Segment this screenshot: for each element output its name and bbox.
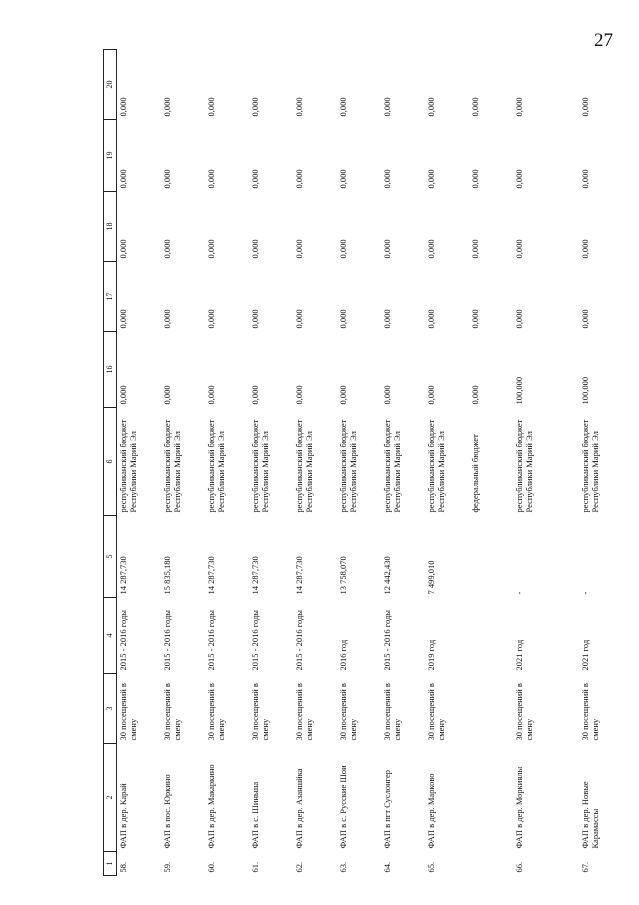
table-row [205, 50, 249, 876]
value-col-17: 0,000 [470, 309, 480, 329]
value-col-18: 0,000 [382, 239, 392, 259]
value-col-19: 0,000 [580, 169, 590, 189]
estimated-cost: - [580, 591, 590, 595]
value-col-16: 0,000 [382, 385, 392, 405]
facility-capacity: 30 посещений в смену [338, 683, 358, 741]
row-number: 59. [162, 861, 172, 873]
value-col-19: 0,000 [118, 169, 128, 189]
value-col-20: 0,000 [250, 97, 260, 117]
column-header: 6 [104, 408, 117, 516]
row-number: 67. [580, 861, 590, 873]
value-col-18: 0,000 [162, 239, 172, 259]
funding-source: республиканский бюджет Республики Марий Эл [382, 419, 402, 513]
estimated-cost [469, 516, 513, 598]
column-header: 2 [104, 744, 117, 852]
value-col-17: 0,000 [514, 309, 524, 329]
value-col-20: 0,000 [162, 97, 172, 117]
estimated-cost: - [514, 591, 524, 595]
value-col-17: 0,000 [118, 309, 128, 329]
funding-source: республиканский бюджет Республики Марий Эл [426, 419, 446, 513]
table-row [381, 50, 425, 876]
facility-name: ФАП в дер. Марково [426, 773, 436, 849]
facility-name: ФАП в с. Шиньша [250, 781, 260, 849]
value-col-19: 0,000 [514, 169, 524, 189]
value-col-19: 0,000 [206, 169, 216, 189]
estimated-cost: 14 287,730 [294, 556, 304, 595]
column-header: 16 [104, 332, 117, 408]
column-header: 1 [104, 852, 117, 876]
table-row [337, 50, 381, 876]
facilities-table [103, 49, 639, 876]
value-col-19: 0,000 [338, 169, 348, 189]
estimated-cost: 14 287,730 [250, 556, 260, 595]
column-header: 17 [104, 262, 117, 332]
funding-source: республиканский бюджет Республики Марий Эл [580, 419, 600, 513]
row-number: 60. [206, 861, 216, 873]
value-col-16: 0,000 [470, 385, 480, 405]
rotated-table-sheet [103, 50, 600, 876]
value-col-20: 0,000 [426, 97, 436, 117]
value-col-18: 0,000 [514, 239, 524, 259]
table-row [425, 50, 469, 876]
value-col-17: 0,000 [382, 309, 392, 329]
construction-period: 2021 год [580, 639, 590, 671]
construction-period: 2021 год [514, 639, 524, 671]
facility-capacity: 30 посещений в смену [250, 683, 270, 741]
facility-capacity: 30 посещений в смену [294, 683, 314, 741]
value-col-20: 0,000 [580, 97, 590, 117]
facility-name: ФАП в дер. Макаркино [206, 764, 216, 849]
row-number: 63. [338, 861, 348, 873]
row-number: 66. [514, 861, 524, 873]
value-col-18: 0,000 [580, 239, 590, 259]
column-header: 3 [104, 674, 117, 744]
value-col-17: 0,000 [580, 309, 590, 329]
construction-period: 2015 - 2016 годы [382, 609, 392, 671]
facility-capacity: 30 посещений в смену [382, 683, 402, 741]
value-col-19: 0,000 [294, 169, 304, 189]
funding-source: республиканский бюджет Республики Марий Эл [514, 419, 534, 513]
table-header-row [104, 50, 117, 876]
construction-period: 2015 - 2016 годы [118, 609, 128, 671]
facility-capacity: 30 посещений в смену [426, 683, 446, 741]
value-col-18: 0,000 [206, 239, 216, 259]
value-col-18: 0,000 [294, 239, 304, 259]
estimated-cost: 7 499,010 [426, 560, 436, 595]
value-col-16: 0,000 [426, 385, 436, 405]
value-col-18: 0,000 [250, 239, 260, 259]
value-col-18: 0,000 [118, 239, 128, 259]
construction-period: 2015 - 2016 годы [162, 609, 172, 671]
row-number: 64. [382, 861, 392, 873]
facility-name: ФАП в дер. Карай [118, 783, 128, 849]
construction-period: 2015 - 2016 годы [250, 609, 260, 671]
value-col-17: 0,000 [250, 309, 260, 329]
table-body [117, 50, 639, 876]
facility-name: ФАП в дер. Азаншйка [294, 768, 304, 849]
facility-capacity [469, 674, 513, 744]
row-number: 58. [118, 861, 128, 873]
estimated-cost: 14 287,730 [206, 556, 216, 595]
column-header: 20 [104, 50, 117, 120]
value-col-18: 0,000 [470, 239, 480, 259]
value-col-17: 0,000 [426, 309, 436, 329]
value-col-16: 100,000 [580, 376, 590, 405]
table-row [117, 50, 162, 876]
table-row [293, 50, 337, 876]
facility-capacity: 30 посещений в смену [118, 683, 138, 741]
value-col-16: 100,000 [514, 376, 524, 405]
facility-name [469, 744, 513, 852]
value-col-20: 0,000 [294, 97, 304, 117]
facility-name: ФАП в с. Русские Шои [338, 765, 348, 849]
row-number: 61. [250, 861, 260, 873]
value-col-20: 0,000 [470, 97, 480, 117]
table-row [161, 50, 205, 876]
value-col-20: 0,000 [118, 97, 128, 117]
construction-period [469, 598, 513, 674]
facility-name: ФАП в пос. Юркино [162, 774, 172, 849]
value-col-17: 0,000 [206, 309, 216, 329]
facility-name: ФАП в пгт Суслонгер [382, 769, 392, 849]
value-col-17: 0,000 [338, 309, 348, 329]
funding-source: республиканский бюджет Республики Марий Эл [294, 419, 314, 513]
column-header: 19 [104, 120, 117, 192]
value-col-20: 0,000 [382, 97, 392, 117]
funding-source: республиканский бюджет Республики Марий Эл [338, 419, 358, 513]
table-row [249, 50, 293, 876]
column-header: 18 [104, 192, 117, 262]
table-row [469, 50, 513, 876]
estimated-cost: 14 287,730 [118, 556, 128, 595]
row-number [469, 852, 513, 876]
value-col-19: 0,000 [470, 169, 480, 189]
table-row [513, 50, 579, 876]
funding-source: республиканский бюджет Республики Марий Эл [250, 419, 270, 513]
estimated-cost: 13 758,070 [338, 556, 348, 595]
value-col-20: 0,000 [514, 97, 524, 117]
funding-source: республиканский бюджет Республики Марий Эл [162, 419, 182, 513]
value-col-16: 0,000 [162, 385, 172, 405]
value-col-17: 0,000 [294, 309, 304, 329]
facility-capacity: 30 посещений в смену [580, 683, 600, 741]
facility-capacity: 30 посещений в смену [162, 683, 182, 741]
facility-capacity: 30 посещений в смену [514, 683, 534, 741]
estimated-cost: 12 442,430 [382, 556, 392, 595]
value-col-19: 0,000 [426, 169, 436, 189]
row-number: 62. [294, 861, 304, 873]
value-col-16: 0,000 [294, 385, 304, 405]
facility-name: ФАП в дер. Новые Карамассы [580, 781, 600, 849]
row-number: 65. [426, 861, 436, 873]
construction-period: 2019 год [426, 639, 436, 671]
estimated-cost: 15 835,180 [162, 556, 172, 595]
value-col-16: 0,000 [118, 385, 128, 405]
value-col-19: 0,000 [250, 169, 260, 189]
funding-source: федеральный бюджет [470, 434, 480, 513]
table-row [579, 50, 639, 876]
funding-source: республиканский бюджет Республики Марий Эл [118, 419, 138, 513]
value-col-18: 0,000 [338, 239, 348, 259]
value-col-17: 0,000 [162, 309, 172, 329]
facility-name: ФАП в дер. Моркиялы [514, 766, 524, 849]
value-col-18: 0,000 [426, 239, 436, 259]
page-number: 27 [594, 30, 613, 51]
construction-period: 2015 - 2016 годы [206, 609, 216, 671]
construction-period: 2015 - 2016 годы [294, 609, 304, 671]
column-header: 5 [104, 516, 117, 598]
value-col-19: 0,000 [382, 169, 392, 189]
value-col-20: 0,000 [206, 97, 216, 117]
value-col-19: 0,000 [162, 169, 172, 189]
funding-source: республиканский бюджет Республики Марий Эл [206, 419, 226, 513]
value-col-20: 0,000 [338, 97, 348, 117]
column-header: 4 [104, 598, 117, 674]
value-col-16: 0,000 [250, 385, 260, 405]
construction-period: 2016 год [338, 639, 348, 671]
value-col-16: 0,000 [206, 385, 216, 405]
facility-capacity: 30 посещений в смену [206, 683, 226, 741]
value-col-16: 0,000 [338, 385, 348, 405]
